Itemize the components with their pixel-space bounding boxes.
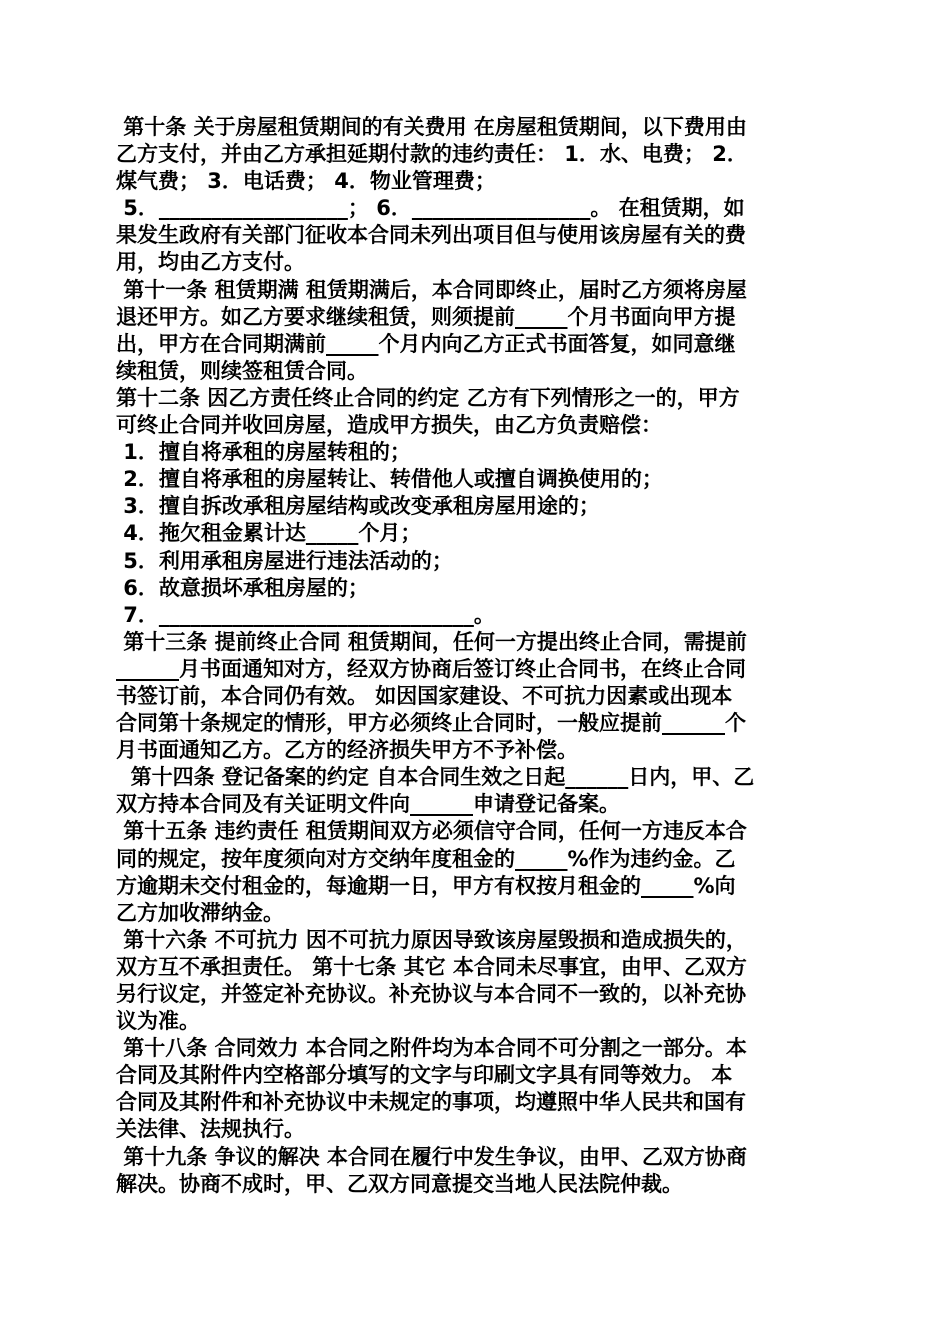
text-line: 第十三条 提前终止合同 租赁期间，任何一方提出终止合同，需提前 bbox=[116, 629, 747, 654]
text-line: 同的规定，按年度须向对方交纳年度租金的_____%作为违约金。乙 bbox=[116, 846, 736, 871]
text-line: 双方持本合同及有关证明文件向______申请登记备案。 bbox=[116, 792, 620, 817]
text-line: 关法律、法规执行。 bbox=[116, 1117, 305, 1142]
text-line: 1．擅自将承租的房屋转租的； bbox=[116, 440, 411, 465]
text-line: 7．______________________________。 bbox=[116, 602, 495, 627]
text-line: 5．__________________； 6．_________________。 在租赁期，如 bbox=[116, 196, 745, 221]
text-line: 2．擅自将承租的房屋转让、转借他人或擅自调换使用的； bbox=[116, 467, 663, 492]
text-line: 方逾期未交付租金的，每逾期一日，甲方有权按月租金的_____%向 bbox=[116, 873, 736, 898]
contract-page bbox=[116, 114, 838, 1198]
text-line: 果发生政府有关部门征收本合同未列出项目但与使用该房屋有关的费 bbox=[116, 223, 746, 248]
text-line: 第十九条 争议的解决 本合同在履行中发生争议，由甲、乙双方协商 bbox=[116, 1144, 747, 1169]
text-line: 6．故意损坏承租房屋的； bbox=[116, 575, 369, 600]
text-line: 用，均由乙方支付。 bbox=[116, 250, 305, 275]
text-line: 另行议定，并签定补充协议。补充协议与本合同不一致的，以补充协 bbox=[116, 982, 746, 1006]
text-line: 乙方支付，并由乙方承担延期付款的违约责任： 1．水、电费； 2． bbox=[116, 142, 748, 167]
text-line: 4．拖欠租金累计达_____个月； bbox=[116, 521, 422, 546]
text-line: 第十八条 合同效力 本合同之附件均为本合同不可分割之一部分。本 bbox=[116, 1036, 747, 1061]
text-line: 议为准。 bbox=[116, 1009, 200, 1034]
text-line: 乙方加收滞纳金。 bbox=[116, 900, 284, 925]
text-line: 书签订前，本合同仍有效。 如因国家建设、不可抗力因素或出现本 bbox=[116, 683, 733, 708]
text-line: 第十五条 违约责任 租赁期间双方必须信守合同，任何一方违反本合 bbox=[116, 819, 747, 844]
text-line: 5．利用承租房屋进行违法活动的； bbox=[116, 548, 453, 573]
text-line: 续租赁，则续签租赁合同。 bbox=[116, 358, 368, 383]
text-line: 合同及其附件和补充协议中未规定的事项，均遵照中华人民共和国有 bbox=[116, 1090, 746, 1115]
text-line: 出，甲方在合同期满前_____个月内向乙方正式书面答复，如同意继 bbox=[116, 331, 736, 356]
text-line: 双方互不承担责任。 第十七条 其它 本合同未尽事宜，由甲、乙双方 bbox=[116, 954, 747, 979]
text-line: 3．擅自拆改承租房屋结构或改变承租房屋用途的； bbox=[116, 494, 600, 519]
text-line: ______月书面通知对方，经双方协商后签订终止合同书，在终止合同 bbox=[116, 656, 746, 681]
text-line: 煤气费； 3．电话费； 4．物业管理费； bbox=[116, 169, 496, 194]
text-line: 第十条 关于房屋租赁期间的有关费用 在房屋租赁期间，以下费用由 bbox=[116, 115, 747, 139]
text-line: 月书面通知乙方。乙方的经济损失甲方不予补偿。 bbox=[116, 738, 578, 763]
text-line: 解决。协商不成时，甲、乙双方同意提交当地人民法院仲裁。 bbox=[116, 1171, 683, 1196]
text-line: 第十一条 租赁期满 租赁期满后，本合同即终止，届时乙方须将房屋 bbox=[116, 277, 747, 302]
text-line: 合同第十条规定的情形，甲方必须终止合同时，一般应提前______个 bbox=[116, 711, 746, 736]
text-line: 第十四条 登记备案的约定 自本合同生效之日起______日内，甲、乙 bbox=[116, 765, 755, 790]
text-line: 合同及其附件内空格部分填写的文字与印刷文字具有同等效力。 本 bbox=[116, 1063, 733, 1088]
text-line: 第十六条 不可抗力 因不可抗力原因导致该房屋毁损和造成损失的， bbox=[116, 927, 747, 952]
text-line: 第十二条 因乙方责任终止合同的约定 乙方有下列情形之一的，甲方 bbox=[116, 385, 740, 410]
text-line: 可终止合同并收回房屋，造成甲方损失，由乙方负责赔偿： bbox=[116, 413, 662, 438]
text-line: 退还甲方。如乙方要求继续租赁，则须提前_____个月书面向甲方提 bbox=[116, 304, 736, 329]
